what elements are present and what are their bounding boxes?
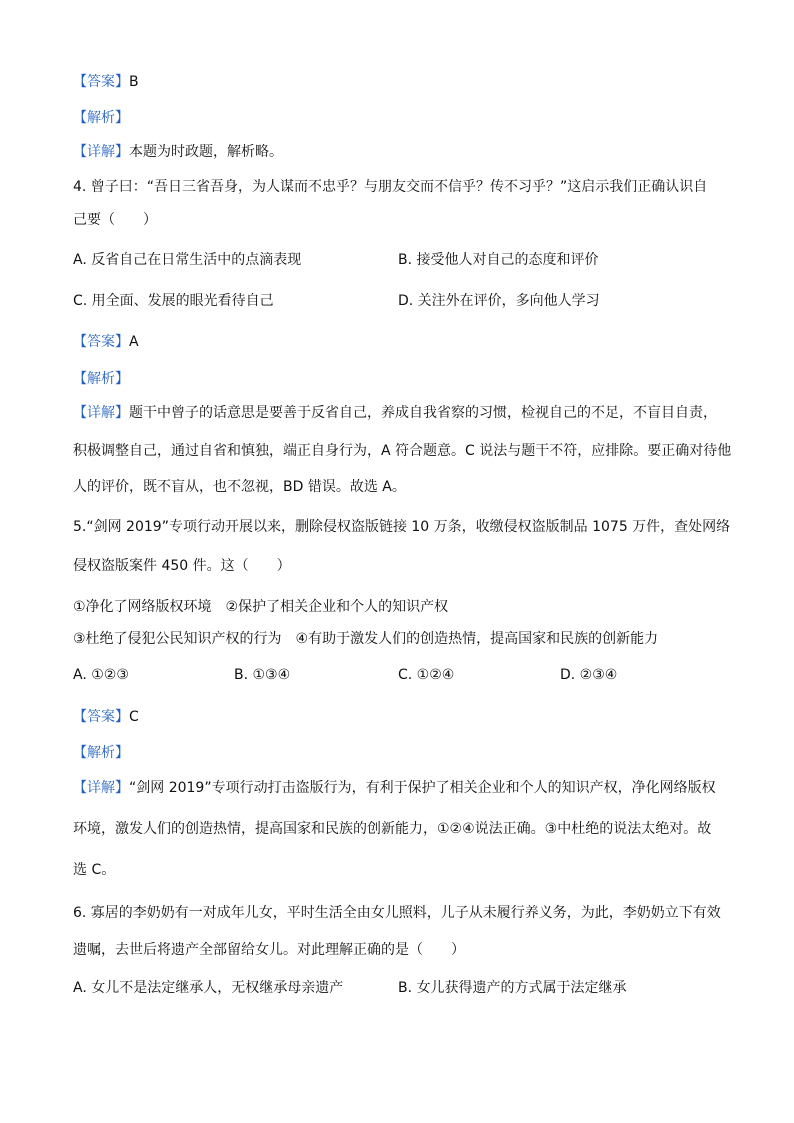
question-4-option-b: B. 接受他人对自己的态度和评价: [398, 252, 599, 268]
question-4-stem-line2: 己要（ ）: [73, 212, 157, 228]
detail-label: 【详解】: [73, 780, 129, 796]
question-5-stem-line1: 5.“剑网 2019”专项行动开展以来，删除侵权盗版链接 10 万条，收缴侵权盗版制品 1075 万件，查处网络: [73, 519, 731, 535]
question-5-option-a: A. ①②③: [73, 667, 129, 683]
question-5-option-c: C. ①②④: [398, 667, 455, 683]
detail-text: 本题为时政题，解析略。: [129, 144, 283, 160]
question-5-items-line2: ③杜绝了侵犯公民知识产权的行为 ④有助于激发人们的创造热情，提高国家和民族的创新能力: [73, 631, 659, 647]
question-6-stem-line1: 6. 寡居的李奶奶有一对成年儿女，平时生活全由女儿照料，儿子从未履行养义务，为此，李奶奶立下有效: [73, 905, 721, 921]
answer-label: 【答案】: [73, 709, 129, 725]
question-4-option-c: C. 用全面、发展的眼光看待自己: [73, 293, 274, 309]
detail-label: 【详解】: [73, 144, 129, 160]
question-5-option-b: B. ①③④: [234, 667, 291, 683]
answer-label: 【答案】: [73, 334, 129, 350]
question-4-option-a: A. 反省自己在日常生活中的点滴表现: [73, 252, 302, 268]
answer-label: 【答案】: [73, 74, 129, 90]
detail-text: “剑网 2019”专项行动打击盗版行为，有利于保护了相关企业和个人的知识产权，净化网络版权: [129, 780, 716, 796]
detail-label: 【详解】: [73, 405, 129, 421]
answer-line: [73, 707, 139, 727]
answer-value: C: [129, 709, 139, 725]
answer-line: [73, 332, 139, 352]
detail-continuation: 积极调整自己，通过自省和慎独，端正自身行为，A 符合题意。C 说法与题干不符，应排除。要正确对待他: [73, 443, 732, 459]
question-5-items-line1: ①净化了网络版权环境 ②保护了相关企业和个人的知识产权: [73, 599, 449, 615]
detail-line: [73, 403, 717, 423]
answer-value: A: [129, 334, 139, 350]
detail-line: [73, 778, 716, 798]
question-6-option-b: B. 女儿获得遗产的方式属于法定继承: [398, 980, 627, 996]
detail-continuation: 选 C。: [73, 862, 116, 878]
detail-text: 题干中曾子的话意思是要善于反省自己，养成自我省察的习惯，检视自己的不足，不盲目自责，: [129, 405, 717, 421]
analysis-label: 【解析】: [73, 745, 129, 761]
analysis-label: 【解析】: [73, 371, 129, 387]
question-5-stem-line2: 侵权盗版案件 450 件。这（ ）: [73, 558, 291, 574]
question-4-stem-line1: 4. 曾子曰：“吾日三省吾身，为人谋而不忠乎？与朋友交而不信乎？传不习乎？”这启示我们正确认识自: [73, 179, 708, 195]
question-6-option-a: A. 女儿不是法定继承人，无权继承母亲遗产: [73, 980, 344, 996]
answer-line: [73, 72, 139, 92]
question-4-option-d: D. 关注外在评价，多向他人学习: [398, 293, 600, 309]
detail-continuation: 环境，激发人们的创造热情，提高国家和民族的创新能力，①②④说法正确。③中杜绝的说法太绝对。故: [73, 821, 712, 837]
question-6-stem-line2: 遗嘱，去世后将遗产全部留给女儿。对此理解正确的是（ ）: [73, 942, 465, 958]
analysis-label: 【解析】: [73, 110, 129, 126]
answer-value: B: [129, 74, 139, 90]
detail-continuation: 人的评价，既不盲从，也不忽视，BD 错误。故选 A。: [73, 479, 406, 495]
question-5-option-d: D. ②③④: [560, 667, 618, 683]
detail-line: [73, 142, 283, 162]
